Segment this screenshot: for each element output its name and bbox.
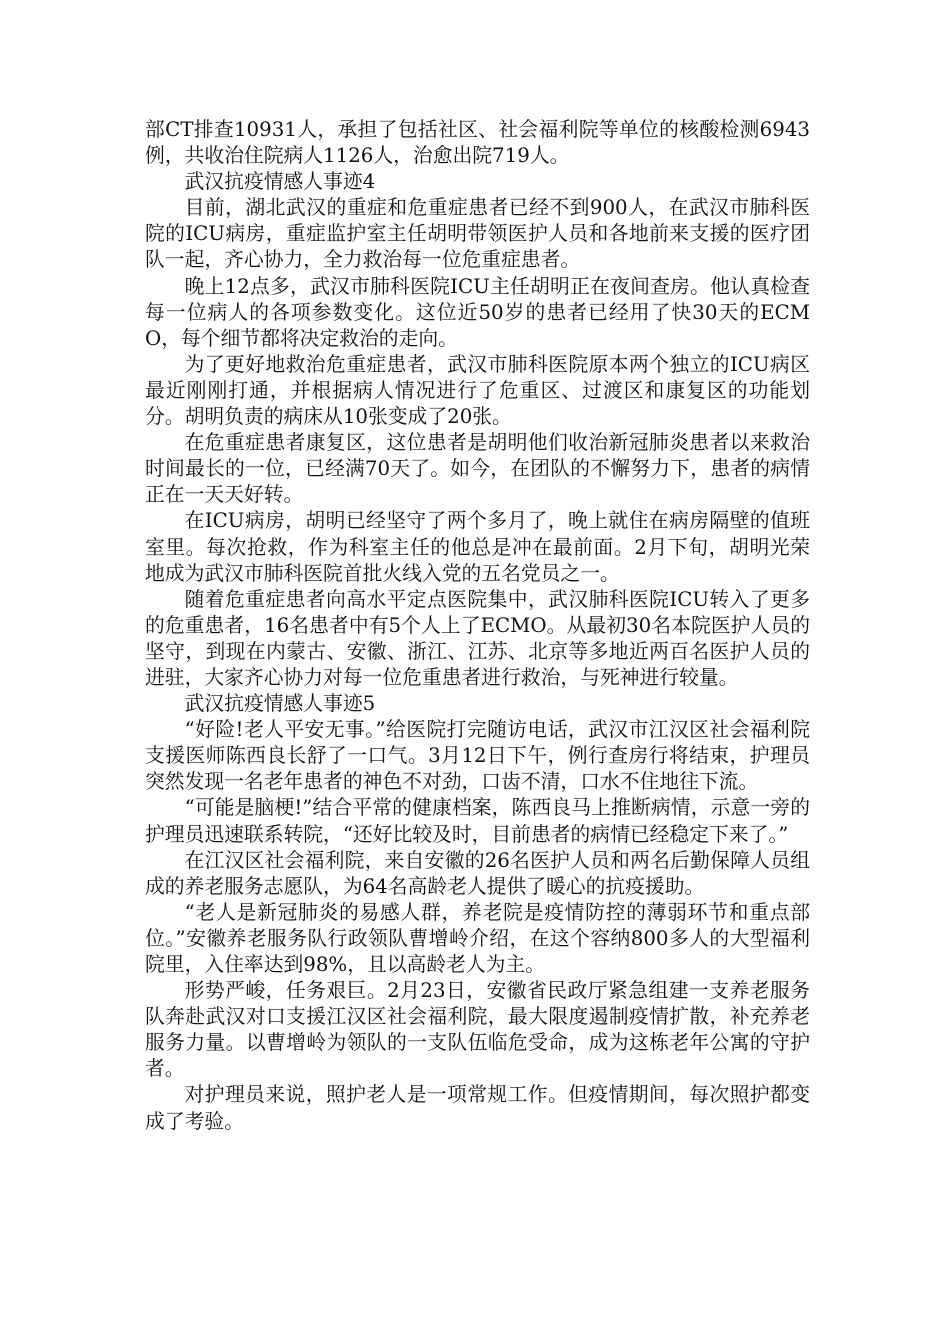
paragraph: “老人是新冠肺炎的易感人群，养老院是疫情防控的薄弱环节和重点部位。”安徽养老服务队行政领队曹增岭介绍，在这个容纳800多人的大型福利院里，入住率达到98%，且以高龄老人为主。 <box>145 900 810 976</box>
section-heading: 武汉抗疫情感人事迹5 <box>184 692 376 716</box>
paragraph: 部CT排查10931人，承担了包括社区、社会福利院等单位的核酸检测6943例，共收治住院病人1126人，治愈出院719人。 <box>145 118 810 168</box>
section-heading: 武汉抗疫情感人事迹4 <box>184 170 376 194</box>
paragraph: 晚上12点多，武汉市肺科医院ICU主任胡明正在夜间查房。他认真检查每一位病人的各项参数变化。这位近50岁的患者已经用了快30天的ECMO，每个细节都将决定救治的走向。 <box>145 274 810 350</box>
paragraph: 对护理员来说，照护老人是一项常规工作。但疫情期间，每次照护都变成了考验。 <box>145 1083 810 1133</box>
paragraph: 形势严峻，任务艰巨。2月23日，安徽省民政厅紧急组建一支养老服务队奔赴武汉对口支援江汉区社会福利院，最大限度遏制疫情扩散，补充养老服务力量。以曹增岭为领队的一支队伍临危受命，成为这栋老年公寓的守护者。 <box>145 979 810 1081</box>
paragraph: “好险!老人平安无事。”给医院打完随访电话，武汉市江汉区社会福利院支援医师陈西良长舒了一口气。3月12日下午，例行查房行将结束，护理员突然发现一名老年患者的神色不对劲，口齿不清，口水不住地往下流。 <box>145 718 810 794</box>
document-page <box>145 117 810 1135</box>
paragraph: 在ICU病房，胡明已经坚守了两个多月了，晚上就住在病房隔壁的值班室里。每次抢救，作为科室主任的他总是冲在最前面。2月下旬，胡明光荣地成为武汉市肺科医院首批火线入党的五名党员之一。 <box>145 509 810 585</box>
paragraph: 随着危重症患者向高水平定点医院集中，武汉肺科医院ICU转入了更多的危重患者，16名患者中有5个人上了ECMO。从最初30名本院医护人员的坚守，到现在内蒙古、安徽、浙江、江苏、北京等多地近两百名医护人员的进驻，大家齐心协力对每一位危重患者进行救治，与死神进行较量。 <box>145 587 810 689</box>
paragraph: “可能是脑梗!”结合平常的健康档案，陈西良马上推断病情，示意一旁的护理员迅速联系转院，“还好比较及时，目前患者的病情已经稳定下来了。” <box>145 796 810 846</box>
paragraph: 在江汉区社会福利院，来自安徽的26名医护人员和两名后勤保障人员组成的养老服务志愿队，为64名高龄老人提供了暖心的抗疫援助。 <box>145 848 810 898</box>
paragraph: 为了更好地救治危重症患者，武汉市肺科医院原本两个独立的ICU病区最近刚刚打通，并根据病人情况进行了危重区、过渡区和康复区的功能划分。胡明负责的病床从10张变成了20张。 <box>145 352 810 429</box>
paragraph: 目前，湖北武汉的重症和危重症患者已经不到900人，在武汉市肺科医院的ICU病房，重症监护室主任胡明带领医护人员和各地前来支援的医疗团队一起，齐心协力，全力救治每一位危重症患者。 <box>145 196 810 272</box>
paragraph: 在危重症患者康复区，这位患者是胡明他们收治新冠肺炎患者以来救治时间最长的一位，已经满70天了。如今，在团队的不懈努力下，患者的病情正在一天天好转。 <box>145 431 810 507</box>
